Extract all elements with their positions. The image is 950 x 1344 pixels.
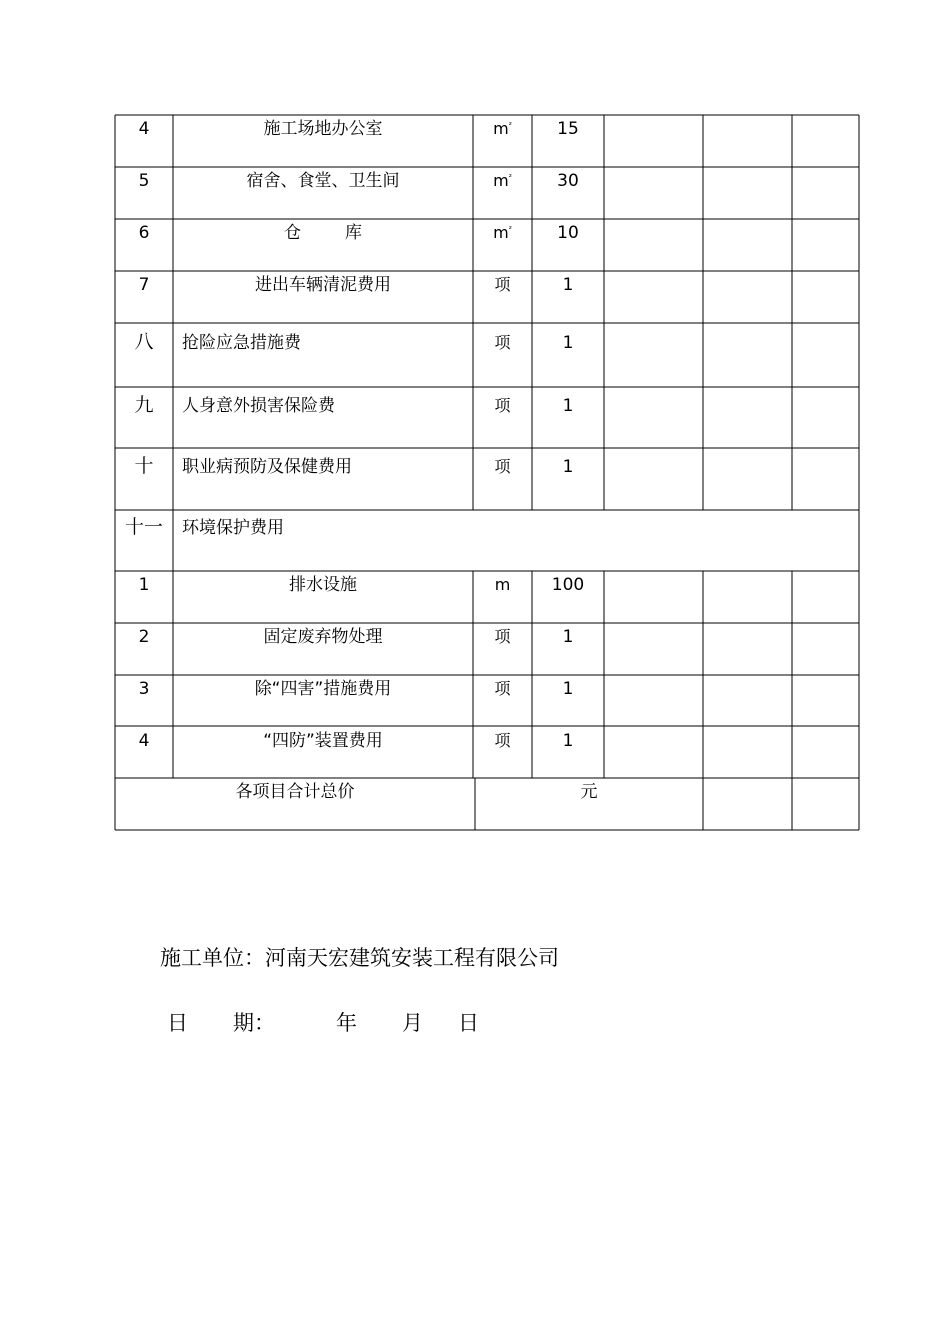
row-quantity: 1 [562,457,574,477]
row-item-name: 除“四害”措施费用 [254,679,392,699]
row-quantity: 1 [562,333,574,353]
row-quantity: 1 [562,396,574,416]
row-unit: 项 [494,396,511,415]
row-item-name [173,222,473,244]
construction-unit-label: 施工单位： [160,946,265,970]
row-quantity: 10 [557,223,579,243]
row-unit: $m^{^2}$ [493,119,512,138]
row-item-name: 施工场地办公室 [263,119,383,139]
row-quantity: 100 [551,575,585,595]
row-unit: 项 [494,627,511,646]
row-number: 5 [138,171,150,191]
row-number: 7 [138,275,150,295]
row-unit: $m^{^2}$ [493,223,512,242]
date-label: 期： [233,1011,275,1035]
row-quantity: 1 [562,275,574,295]
row-number: 九 [134,394,154,416]
date-label-day-char: 日 [167,1011,188,1035]
total-unit: 元 [580,782,598,802]
row-quantity: 30 [557,171,579,191]
row-number: 十一 [124,516,163,538]
row-unit: 项 [494,275,511,294]
row-unit: $m^{^2}$ [493,171,512,190]
section-title: 环境保护费用 [182,518,284,538]
row-quantity: 15 [557,119,579,139]
row-number: 3 [138,679,150,699]
row-item-name: “四防”装置费用 [263,731,383,751]
row-number: 十 [134,455,154,477]
row-item-name: 进出车辆清泥费用 [255,275,391,295]
row-item-name: 抢险应急措施费 [182,333,301,353]
date-year: 年 [336,1011,357,1035]
row-quantity: 1 [562,627,574,647]
row-item-name: 宿舍、食堂、卫生间 [246,171,400,191]
row-quantity: 1 [562,731,574,751]
row-unit: m [494,575,511,594]
row-unit: 项 [494,333,511,352]
date-day: 日 [458,1011,479,1035]
row-number: 八 [134,331,154,353]
row-unit: 项 [494,679,511,698]
row-item-name: 排水设施 [289,575,357,595]
row-item-name: 职业病预防及保健费用 [182,457,352,477]
total-label: 各项目合计总价 [235,782,355,802]
construction-unit-name: 河南天宏建筑安装工程有限公司 [265,946,559,970]
row-number: 2 [138,627,150,647]
date-month: 月 [402,1011,423,1035]
row-number: 4 [138,731,150,751]
row-number: 1 [138,575,150,595]
row-number: 6 [138,223,150,243]
row-item-name: 固定废弃物处理 [263,627,383,647]
row-number: 4 [138,119,150,139]
row-item-name: 人身意外损害保险费 [182,396,335,416]
row-unit: 项 [494,457,511,476]
row-item-name-text: 仓库 [284,223,406,243]
construction-unit-line [160,944,559,972]
row-unit: 项 [494,731,511,750]
row-quantity: 1 [562,679,574,699]
